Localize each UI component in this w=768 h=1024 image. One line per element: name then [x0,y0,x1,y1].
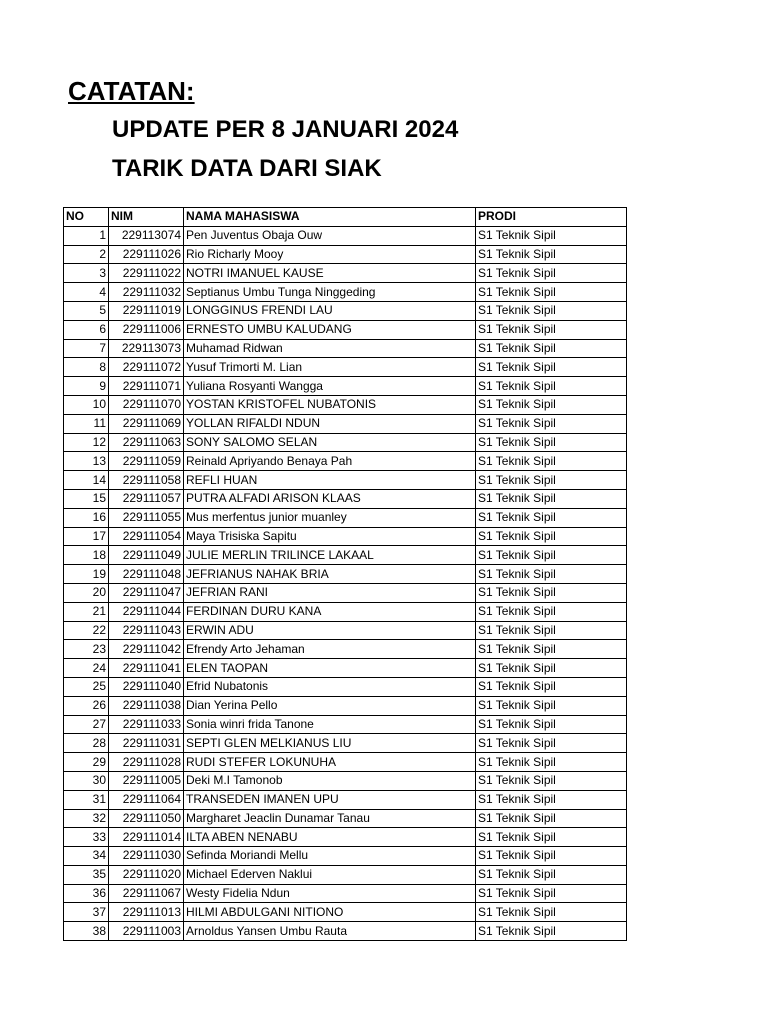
cell-nim: 229111050 [109,809,184,828]
table-row [64,734,627,753]
cell-nim: 229111048 [109,565,184,584]
cell-no: 22 [64,621,109,640]
table-row [64,245,627,264]
cell-nim: 229111057 [109,489,184,508]
table-row [64,847,627,866]
cell-prodi: S1 Teknik Sipil [476,715,627,734]
cell-nama-mahasiswa: Septianus Umbu Tunga Ninggeding [184,283,476,302]
cell-nama-mahasiswa: Sefinda Moriandi Mellu [184,847,476,866]
table-row [64,226,627,245]
cell-no: 25 [64,677,109,696]
table-row [64,508,627,527]
cell-nim: 229111069 [109,414,184,433]
cell-no: 35 [64,865,109,884]
table-row [64,301,627,320]
cell-prodi: S1 Teknik Sipil [476,301,627,320]
student-table [63,207,627,941]
cell-nama-mahasiswa: REFLI HUAN [184,471,476,490]
cell-no: 38 [64,922,109,941]
cell-prodi: S1 Teknik Sipil [476,339,627,358]
cell-nama-mahasiswa: Arnoldus Yansen Umbu Rauta [184,922,476,941]
table-row [64,471,627,490]
table-row [64,546,627,565]
cell-prodi: S1 Teknik Sipil [476,659,627,678]
cell-nim: 229111064 [109,790,184,809]
cell-nama-mahasiswa: SEPTI GLEN MELKIANUS LIU [184,734,476,753]
cell-nim: 229111055 [109,508,184,527]
cell-nama-mahasiswa: Westy Fidelia Ndun [184,884,476,903]
cell-nim: 229113073 [109,339,184,358]
cell-nama-mahasiswa: SONY SALOMO SELAN [184,433,476,452]
cell-nama-mahasiswa: HILMI ABDULGANI NITIONO [184,903,476,922]
cell-nama-mahasiswa: NOTRI IMANUEL KAUSE [184,264,476,283]
cell-nama-mahasiswa: JULIE MERLIN TRILINCE LAKAAL [184,546,476,565]
cell-no: 30 [64,771,109,790]
cell-nama-mahasiswa: PUTRA ALFADI ARISON KLAAS [184,489,476,508]
cell-prodi: S1 Teknik Sipil [476,452,627,471]
header-row [64,208,627,227]
table-row [64,753,627,772]
cell-no: 26 [64,696,109,715]
update-date-line: UPDATE PER 8 JANUARI 2024 [112,116,459,143]
table-row [64,865,627,884]
cell-nama-mahasiswa: TRANSEDEN IMANEN UPU [184,790,476,809]
cell-no: 34 [64,847,109,866]
cell-nama-mahasiswa: Yusuf Trimorti M. Lian [184,358,476,377]
cell-nama-mahasiswa: YOSTAN KRISTOFEL NUBATONIS [184,395,476,414]
table-row [64,790,627,809]
cell-no: 29 [64,753,109,772]
cell-no: 10 [64,395,109,414]
table-row [64,583,627,602]
cell-prodi: S1 Teknik Sipil [476,734,627,753]
cell-prodi: S1 Teknik Sipil [476,922,627,941]
cell-no: 24 [64,659,109,678]
cell-no: 16 [64,508,109,527]
cell-nama-mahasiswa: Yuliana Rosyanti Wangga [184,377,476,396]
cell-nama-mahasiswa: RUDI STEFER LOKUNUHA [184,753,476,772]
cell-no: 36 [64,884,109,903]
table-row [64,828,627,847]
cell-nim: 229113074 [109,226,184,245]
cell-nama-mahasiswa: ERNESTO UMBU KALUDANG [184,320,476,339]
cell-nim: 229111072 [109,358,184,377]
cell-nim: 229111020 [109,865,184,884]
table-row [64,452,627,471]
cell-nim: 229111030 [109,847,184,866]
cell-no: 32 [64,809,109,828]
table-header [64,208,627,227]
cell-nama-mahasiswa: Pen Juventus Obaja Ouw [184,226,476,245]
cell-no: 14 [64,471,109,490]
table-row [64,414,627,433]
cell-prodi: S1 Teknik Sipil [476,771,627,790]
table-row [64,677,627,696]
cell-no: 13 [64,452,109,471]
table-row [64,621,627,640]
cell-no: 28 [64,734,109,753]
cell-prodi: S1 Teknik Sipil [476,283,627,302]
cell-prodi: S1 Teknik Sipil [476,433,627,452]
cell-nama-mahasiswa: YOLLAN RIFALDI NDUN [184,414,476,433]
cell-no: 7 [64,339,109,358]
table-row [64,659,627,678]
table-row [64,565,627,584]
cell-no: 11 [64,414,109,433]
cell-nim: 229111003 [109,922,184,941]
cell-prodi: S1 Teknik Sipil [476,677,627,696]
cell-prodi: S1 Teknik Sipil [476,565,627,584]
table-row [64,903,627,922]
cell-nama-mahasiswa: Rio Richarly Mooy [184,245,476,264]
cell-no: 27 [64,715,109,734]
table-row [64,715,627,734]
cell-prodi: S1 Teknik Sipil [476,395,627,414]
table-row [64,264,627,283]
cell-nama-mahasiswa: JEFRIANUS NAHAK BRIA [184,565,476,584]
cell-nim: 229111049 [109,546,184,565]
cell-nim: 229111022 [109,264,184,283]
cell-nim: 229111044 [109,602,184,621]
cell-prodi: S1 Teknik Sipil [476,471,627,490]
cell-nama-mahasiswa: Reinald Apriyando Benaya Pah [184,452,476,471]
header-nama-mahasiswa: NAMA MAHASISWA [184,208,476,227]
header-nim: NIM [109,208,184,227]
cell-prodi: S1 Teknik Sipil [476,621,627,640]
cell-nim: 229111019 [109,301,184,320]
cell-no: 20 [64,583,109,602]
cell-no: 37 [64,903,109,922]
cell-no: 5 [64,301,109,320]
cell-nim: 229111013 [109,903,184,922]
cell-prodi: S1 Teknik Sipil [476,828,627,847]
cell-nim: 229111005 [109,771,184,790]
cell-prodi: S1 Teknik Sipil [476,527,627,546]
cell-nama-mahasiswa: Sonia winri frida Tanone [184,715,476,734]
header-no: NO [64,208,109,227]
cell-prodi: S1 Teknik Sipil [476,583,627,602]
cell-nama-mahasiswa: Efrid Nubatonis [184,677,476,696]
cell-prodi: S1 Teknik Sipil [476,320,627,339]
cell-nama-mahasiswa: FERDINAN DURU KANA [184,602,476,621]
cell-nama-mahasiswa: Efrendy Arto Jehaman [184,640,476,659]
cell-prodi: S1 Teknik Sipil [476,546,627,565]
cell-nama-mahasiswa: Mus merfentus junior muanley [184,508,476,527]
table-row [64,283,627,302]
cell-nim: 229111041 [109,659,184,678]
table-row [64,339,627,358]
cell-prodi: S1 Teknik Sipil [476,696,627,715]
cell-nama-mahasiswa: Muhamad Ridwan [184,339,476,358]
cell-nama-mahasiswa: Dian Yerina Pello [184,696,476,715]
cell-prodi: S1 Teknik Sipil [476,865,627,884]
cell-nim: 229111071 [109,377,184,396]
table-row [64,395,627,414]
cell-prodi: S1 Teknik Sipil [476,226,627,245]
cell-nim: 229111026 [109,245,184,264]
table-body [64,226,627,940]
table-row [64,602,627,621]
cell-nim: 229111067 [109,884,184,903]
cell-nim: 229111032 [109,283,184,302]
cell-nim: 229111028 [109,753,184,772]
cell-nama-mahasiswa: JEFRIAN RANI [184,583,476,602]
cell-nama-mahasiswa: Maya Trisiska Sapitu [184,527,476,546]
catatan-heading: CATATAN: [68,76,195,106]
cell-nama-mahasiswa: Deki M.I Tamonob [184,771,476,790]
cell-no: 6 [64,320,109,339]
cell-nim: 229111038 [109,696,184,715]
table-row [64,640,627,659]
table-row [64,696,627,715]
cell-nama-mahasiswa: ILTA ABEN NENABU [184,828,476,847]
cell-no: 33 [64,828,109,847]
cell-nama-mahasiswa: LONGGINUS FRENDI LAU [184,301,476,320]
cell-nim: 229111070 [109,395,184,414]
cell-prodi: S1 Teknik Sipil [476,414,627,433]
cell-nama-mahasiswa: Margharet Jeaclin Dunamar Tanau [184,809,476,828]
table-row [64,809,627,828]
cell-nim: 229111054 [109,527,184,546]
cell-no: 17 [64,527,109,546]
cell-no: 4 [64,283,109,302]
cell-prodi: S1 Teknik Sipil [476,884,627,903]
cell-prodi: S1 Teknik Sipil [476,377,627,396]
cell-no: 8 [64,358,109,377]
header-prodi: PRODI [476,208,627,227]
cell-no: 15 [64,489,109,508]
cell-nim: 229111042 [109,640,184,659]
cell-nama-mahasiswa: Michael Ederven Naklui [184,865,476,884]
cell-no: 23 [64,640,109,659]
cell-nim: 229111031 [109,734,184,753]
table-row [64,433,627,452]
cell-nim: 229111006 [109,320,184,339]
cell-no: 18 [64,546,109,565]
cell-no: 2 [64,245,109,264]
table-row [64,527,627,546]
table-row [64,377,627,396]
table-row [64,489,627,508]
cell-prodi: S1 Teknik Sipil [476,847,627,866]
cell-no: 3 [64,264,109,283]
cell-no: 1 [64,226,109,245]
cell-prodi: S1 Teknik Sipil [476,903,627,922]
cell-nim: 229111047 [109,583,184,602]
cell-nim: 229111063 [109,433,184,452]
cell-no: 21 [64,602,109,621]
cell-nim: 229111014 [109,828,184,847]
cell-prodi: S1 Teknik Sipil [476,753,627,772]
cell-nim: 229111043 [109,621,184,640]
cell-prodi: S1 Teknik Sipil [476,508,627,527]
cell-no: 12 [64,433,109,452]
cell-no: 9 [64,377,109,396]
cell-nim: 229111059 [109,452,184,471]
table-row [64,771,627,790]
table-row [64,358,627,377]
cell-no: 19 [64,565,109,584]
cell-prodi: S1 Teknik Sipil [476,602,627,621]
table-row [64,922,627,941]
cell-prodi: S1 Teknik Sipil [476,809,627,828]
cell-prodi: S1 Teknik Sipil [476,264,627,283]
cell-prodi: S1 Teknik Sipil [476,790,627,809]
cell-prodi: S1 Teknik Sipil [476,358,627,377]
cell-prodi: S1 Teknik Sipil [476,245,627,264]
cell-nama-mahasiswa: ERWIN ADU [184,621,476,640]
cell-prodi: S1 Teknik Sipil [476,489,627,508]
table-row [64,320,627,339]
cell-nim: 229111058 [109,471,184,490]
table-row [64,884,627,903]
cell-nama-mahasiswa: ELEN TAOPAN [184,659,476,678]
cell-prodi: S1 Teknik Sipil [476,640,627,659]
cell-nim: 229111033 [109,715,184,734]
data-source-line: TARIK DATA DARI SIAK [112,155,382,182]
cell-nim: 229111040 [109,677,184,696]
cell-no: 31 [64,790,109,809]
